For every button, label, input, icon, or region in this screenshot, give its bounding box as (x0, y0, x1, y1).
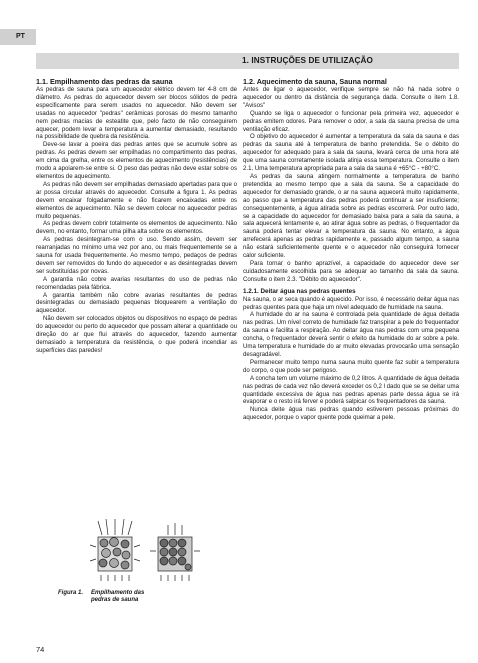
paragraph: A garantia também não cobre avarias resultantes de pedras desintegradas ou demasiado pequenas bloquearem a ventilação do aquecedor. (36, 291, 237, 315)
paragraph: As pedras de sauna para um aquecedor elétrico devem ter 4-8 cm de diâmetro. As pedras do aquecedor devem ser blocos sólidos de pedra especificamente para serem usados no aquecedor. Não devem ser usadas no aquecedor "pedras" cerâmicas porosas do mesmo tamanho nem pedras macias de esteatite que, pelo facto de não conseguirem aquecer, podem levar a temperatura a aumentar demasiado, resultando na possibilidade de quebra da resistência. (36, 86, 237, 141)
paragraph: O objetivo do aquecedor é aumentar a temperatura da sala da sauna e das pedras da sauna até à temperatura de banho pretendida. Se o débito do aquecedor for adequado para a sala da sauna, levará cerca de uma hora até que uma sauna corretamente isolada atinja essa temperatura. Consulte o item 2.1. Uma temperatura apropriada para a sala da sauna é +65°C - +80°C. (243, 133, 459, 173)
paragraph: Para tornar o banho aprazível, a capacidade do aquecedor deve ser cuidadosamente escolhida para se adequar ao tamanho da sala da sauna. Consulte o item 2.3. "Débito do aquecedor". (243, 259, 459, 283)
paragraph: As pedras desintegram-se com o uso. Sendo assim, devem ser rearranjadas no mínimo uma vez por ano, ou mais frequentemente se a sauna for usada frequentemente. Ao mesmo tempo, pedaços de pedras devem ser removidos do fundo do aquecedor e as desintegradas devem ser substituídas por novas. (36, 236, 237, 275)
left-column (36, 77, 237, 355)
stone-stacking-figure (88, 517, 208, 589)
paragraph: A garantia não cobre avarias resultantes do uso de pedras não recomendadas pela fábrica. (36, 275, 237, 291)
bad-stacking-illustration (150, 523, 200, 581)
paragraph: A humidade do ar na sauna é controlada pela quantidade de água deitada nas pedras. Um nível correto de humidade faz transpirar a pele do frequentador da sauna e facilita a respiração. Ao deitar água nas pedras com uma pequena concha, o frequentador deverá sentir o efeito da humidade do ar sobre a pele. Uma temperatura e humidade do ar muito elevadas provocarão uma sensação desagradável. (243, 311, 459, 358)
paragraph: Deve-se lavar a poeira das pedras antes que se acumule sobre as pedras. As pedras devem ser empilhadas no compartimento das pedras, em cima da grelha, entre os elementos de aquecimento (resistências) de modo a apoiarem-se entre si. O peso das pedras não deve estar sobre os elementos de aquecimento. (36, 141, 237, 180)
subsection-heading-water: 1.2.1. Deitar água nas pedras quentes (243, 287, 356, 295)
paragraph: As pedras não devem ser empilhadas demasiado apertadas para que o ar possa circular através do aquecedor. Consulte a figura 1. As pedras devem encaixar folgadamente e não ficarem encaixadas entre os elementos de aquecimento. Não se devem colocar no aquecedor pedras muito pequenas. (36, 180, 237, 220)
figure-caption-text: Empilhamento das pedras de sauna (91, 590, 145, 603)
right-column (243, 77, 459, 422)
paragraph: A concha tem um volume máximo de 0,2 litros. A quantidade de água deitada nas pedras de cada vez não deverá exceder os 0,2 l dado que se se deitar uma quantidade excessiva de água nas pedras apenas parte dessa água se irá evaporar e o resto irá ferver e poderá salpicar os frequentadores da sauna. (243, 374, 459, 406)
paragraph: Nunca deite água nas pedras quando estiverem pessoas próximas do aquecedor, porque o vapor quente pode queimar a pele. (243, 406, 459, 422)
section-heading-heating: 1.2. Aquecimento da sauna, Sauna normal (243, 77, 387, 86)
page-number: 74 (36, 645, 45, 654)
paragraph: As pedras devem cobrir totalmente os elementos de aquecimento. Não devem, no entanto, formar uma pilha alta sobre os elementos. (36, 220, 237, 236)
paragraph: As pedras da sauna atingem normalmente a temperatura de banho pretendida ao mesmo tempo que a sala da sauna. Se a capacidade do aquecedor for demasiado grande, o ar na sauna aquecerá muito rapidamente, ao passo que a temperatura das pedras poderá continuar a ser insuficiente; consequentemente, a água atirada sobre as pedras escorrerá. Por outro lado, se a capacidade do aquecedor for demasiado baixa para a sala da sauna, a sala aquecerá lentamente e, ao atirar água sobre as pedras, o frequentador da sauna poderá tentar elevar a temperatura da sauna. No entanto, a água arrefecerá apenas as pedras rapidamente e, passado algum tempo, a sauna não estará suficientemente quente e o aquecedor não conseguirá fornecer calor suficiente. (243, 172, 459, 260)
figure-caption (58, 590, 161, 604)
good-stacking-illustration (90, 519, 140, 581)
section-title: 1. INSTRUÇÕES DE UTILIZAÇÃO (36, 53, 459, 69)
paragraph: Antes de ligar o aquecedor, verifique sempre se não há nada sobre o aquecedor ou dentro da distância de segurança dada. Consulte o item 1.8. "Avisos" (243, 86, 459, 109)
language-tab: PT (0, 29, 36, 45)
paragraph: Quando se liga o aquecedor o funcionar pela primeira vez, aquecedor e pedras emitem odores. Para remover o odor, a sala da sauna precisa de uma ventilação eficaz. (243, 109, 459, 133)
section-heading-stones: 1.1. Empilhamento das pedras da sauna (36, 77, 173, 86)
figure-label: Figura 1. (58, 590, 84, 596)
paragraph: Permanecer muito tempo numa sauna muito quente faz subir a temperatura do corpo, o que pode ser perigoso. (243, 358, 459, 374)
paragraph: Não devem ser colocados objetos ou dispositivos no espaço de pedras do aquecedor ou perto do aquecedor que possam alterar a quantidade ou direção do ar que flui através do aquecedor, fazendo aumentar demasiado a temperatura da resistência, o que poderá incendiar as superfícies das paredes! (36, 315, 237, 354)
paragraph: Na sauna, o ar seca quando é aquecido. Por isso, é necessário deitar água nas pedras quentes para que haja um nível adequado de humidade na sauna. (243, 295, 459, 311)
